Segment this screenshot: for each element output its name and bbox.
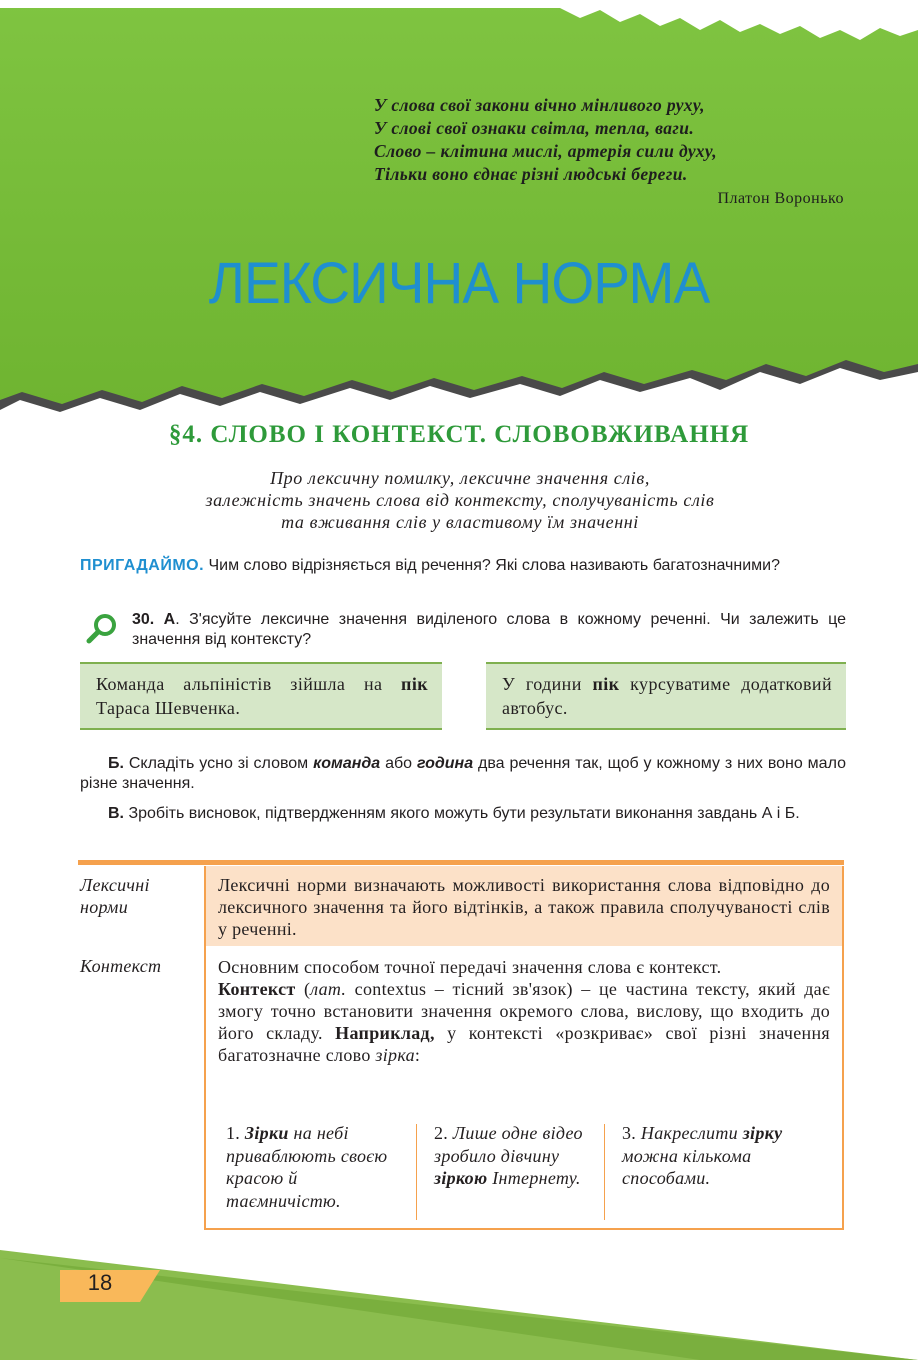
example-box-1 [80, 662, 442, 730]
page-number: 18 [87, 1270, 113, 1295]
example-bold: Зірки [244, 1123, 289, 1143]
epigraph-author: Платон Воронько [717, 190, 844, 207]
task-word: команда [313, 755, 381, 772]
definition-context [204, 946, 844, 1230]
epigraph [374, 94, 854, 186]
magnifier-icon [84, 612, 120, 644]
example-text: можна кількома способами. [622, 1145, 752, 1188]
section-subtitle [100, 467, 820, 533]
example-number: 1. [226, 1123, 245, 1143]
subtitle-line: Про лексичну помилку, лексичне значення слів, [270, 468, 650, 488]
definition-text: ( [295, 979, 311, 999]
task-text: два речення так, щоб у кожному з них воно мало різне значення. [80, 755, 846, 792]
example-1 [226, 1122, 406, 1218]
task-text: Складіть усно зі словом [123, 755, 314, 772]
highlighted-word: пік [401, 674, 428, 694]
task-text: Зробіть висновок, підтвердженням якого можуть бути результати виконання завдань А і Б. [124, 805, 800, 822]
epigraph-line: У слові свої ознаки світла, тепла, ваги. [374, 118, 695, 138]
example-text: Інтернету. [487, 1168, 581, 1188]
example-text: Лише одне відео зробило дівчину [434, 1123, 583, 1166]
example-text: Тараса Шевченка. [96, 698, 241, 718]
example-number: 3. [622, 1123, 641, 1143]
subtitle-line: та вживання слів у властивому їм значенні [281, 512, 639, 532]
definition-text: : [414, 1045, 421, 1065]
example-bold: зіркою [434, 1168, 488, 1188]
task-b [80, 754, 846, 794]
subtitle-line: залежність значень слова від контексту, сполучуваність слів [205, 490, 715, 510]
definition-lexical-norms: Лексичні норми визначають можливості використання слова відповідно до лексичного значення та його відтінків, а також правила сполучуваності слів у реченні. [204, 866, 844, 946]
header-banner [0, 0, 918, 420]
recall-paragraph [80, 556, 846, 576]
example-number: 2. [434, 1123, 453, 1143]
example-text: Команда альпіністів зійшла на [96, 674, 402, 694]
example-label: Наприклад, [335, 1023, 435, 1043]
footer-band [0, 1240, 918, 1360]
task-label: Б. [108, 755, 124, 772]
epigraph-line: Тільки воно єднає різні людські береги. [374, 164, 688, 184]
recall-label: ПРИГАДАЙМО. [80, 557, 205, 574]
term-lexical-norms: Лексичні норми [80, 875, 150, 917]
definition-term: Контекст [218, 979, 296, 999]
highlighted-word: пік [592, 674, 620, 694]
column-divider [416, 1124, 417, 1220]
example-3 [622, 1122, 832, 1218]
section-title: §4. СЛОВО І КОНТЕКСТ. СЛОВОВЖИВАННЯ [168, 421, 750, 448]
example-text: У години [502, 674, 593, 694]
definition-word: зірка [375, 1045, 415, 1065]
exercise-number: 30. А [132, 611, 176, 628]
example-text: на небі приваблюють своєю красою й таємничістю. [226, 1123, 388, 1211]
example-text: Накреслити [640, 1123, 743, 1143]
example-bold: зірку [742, 1123, 783, 1143]
definition-paragraph [218, 978, 830, 1066]
chapter-title: ЛЕКСИЧНА НОРМА [208, 251, 710, 316]
column-divider [604, 1124, 605, 1220]
exercise-30-text [132, 610, 846, 650]
example-box-2 [486, 662, 846, 730]
recall-text: Чим слово відрізняється від речення? Які слова називають багатозначними? [204, 557, 780, 574]
epigraph-line: У слова свої закони вічно мінливого руху, [374, 95, 705, 115]
example-2 [434, 1122, 608, 1218]
task-label: В. [108, 805, 124, 822]
definition-text: у контексті «розкриває» свої різні значення багатозначне слово [218, 1023, 830, 1065]
task-c [80, 804, 846, 824]
table-top-border [78, 860, 844, 865]
task-text: або [380, 755, 417, 772]
definition-paragraph: Основним способом точної передачі значення слова є контекст. [218, 957, 722, 977]
exercise-instruction: . З'ясуйте лексичне значення виділеного слова в кожному реченні. Чи залежить це значення від контексту? [132, 611, 847, 648]
task-word: година [416, 755, 474, 772]
latin-abbr: лат. [310, 979, 347, 999]
example-text: курсуватиме додатковий автобус. [502, 674, 832, 718]
epigraph-line: Слово – клітина мислі, артерія сили духу, [374, 141, 717, 161]
term-context: Контекст [80, 956, 162, 976]
examples-row [220, 1122, 830, 1218]
definition-text: contextus – тісний зв'язок) – це частина тексту, який дає змогу точно встановити значення окремого слова, вислову, що входить до його складу. [218, 979, 830, 1043]
